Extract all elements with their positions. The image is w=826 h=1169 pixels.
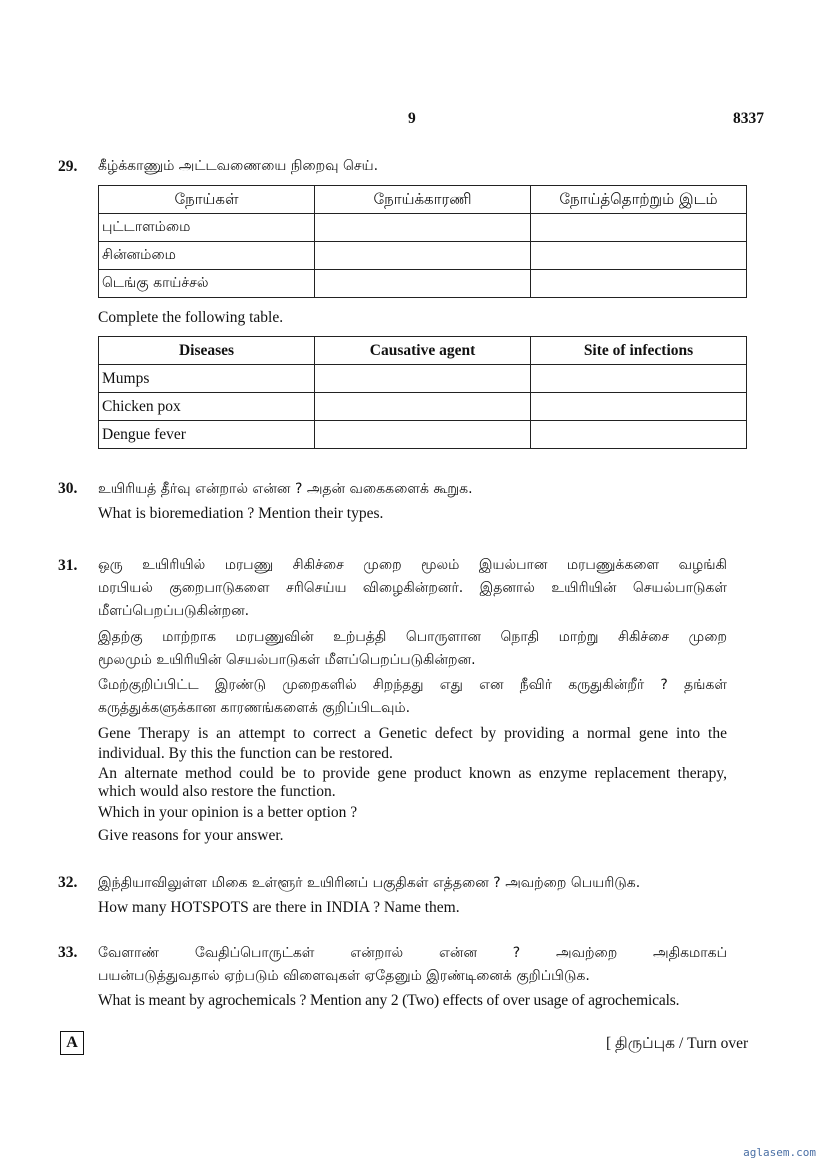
question-number-29: 29.	[58, 158, 78, 175]
blank-cell	[315, 393, 531, 421]
blank-cell	[531, 393, 747, 421]
disease-cell: Chicken pox	[99, 393, 315, 421]
blank-cell	[315, 365, 531, 393]
q33-tamil-line: பயன்படுத்துவதால் ஏற்படும் விளைவுகள் ஏதேனும் இரண்டினைக் குறிப்பிடுக.	[98, 968, 590, 984]
table-row	[99, 214, 747, 242]
q31-english-line: Give reasons for your answer.	[98, 827, 284, 844]
table-header-row	[99, 186, 747, 214]
q32-english: How many HOTSPOTS are there in INDIA ? Name them.	[98, 899, 460, 916]
q31-tamil-line: ஒரு உயிரியில் மரபணு சிகிச்சை முறை மூலம் இயல்பான மரபணுக்களை வழங்கி	[98, 557, 727, 573]
turn-over-note: [ திருப்புக / Turn over	[606, 1035, 749, 1052]
q30-english: What is bioremediation ? Mention their types.	[98, 505, 384, 522]
q33-english: What is meant by agrochemicals ? Mention any 2 (Two) effects of over usage of agrochemicals.	[98, 992, 680, 1009]
table-header-row	[99, 337, 747, 365]
q31-tamil-line: மேற்குறிப்பிட்ட இரண்டு முறைகளில் சிறந்தது எது என நீவிர் கருதுகின்றீர் ? தங்கள்	[98, 677, 727, 693]
q31-tamil-line: இதற்கு மாற்றாக மரபணுவின் உற்பத்தி பொருளான நொதி மாற்று சிகிச்சை முறை	[98, 629, 727, 645]
q31-english-line: Gene Therapy is an attempt to correct a Genetic defect by providing a normal gene into the	[98, 725, 727, 742]
blank-cell	[315, 214, 531, 242]
q31-tamil-line: மூலமும் உயிரியின் செயல்பாடுகள் மீளப்பெறப்படுகின்றன.	[98, 652, 476, 668]
q29-english-table	[98, 336, 747, 449]
table-row	[99, 242, 747, 270]
site-watermark[interactable]: aglasem.com	[743, 1146, 816, 1159]
q32-tamil: இந்தியாவிலுள்ள மிகை உள்ளூர் உயிரினப் பகுதிகள் எத்தனை ? அவற்றை பெயரிடுக.	[98, 875, 641, 891]
table-header-cell: நோய்க்காரணி	[315, 186, 531, 214]
disease-cell: சின்னம்மை	[99, 242, 315, 270]
q33-tamil-line: வேளாண் வேதிப்பொருட்கள் என்றால் என்ன ? அவற்றை அதிகமாகப்	[98, 945, 727, 961]
disease-cell: டெங்கு காய்ச்சல்	[99, 270, 315, 298]
q31-tamil-line: மரபியல் குறைபாடுகளை சரிசெய்ய விழைகின்றனர். இதனால் உயிரியின் செயல்பாடுகள்	[98, 580, 727, 596]
q31-tamil-line: கருத்துக்களுக்கான காரணங்களைக் குறிப்பிடவும்.	[98, 700, 411, 716]
question-number-31: 31.	[58, 557, 78, 574]
q29-tamil-table	[98, 185, 747, 298]
disease-cell: Dengue fever	[99, 421, 315, 449]
question-number-32: 32.	[58, 874, 78, 891]
table-row	[99, 365, 747, 393]
blank-cell	[531, 214, 747, 242]
table-header-cell: Causative agent	[315, 337, 531, 365]
blank-cell	[531, 242, 747, 270]
series-code-box: A	[60, 1031, 84, 1055]
q29-english-prompt: Complete the following table.	[98, 309, 284, 326]
page-number: 9	[408, 110, 416, 127]
question-number-33: 33.	[58, 944, 78, 961]
table-header-cell: Diseases	[99, 337, 315, 365]
q31-english-line: An alternate method could be to provide gene product known as enzyme replacement therapy,	[98, 765, 727, 782]
paper-code: 8337	[733, 110, 764, 127]
q30-tamil: உயிரியத் தீர்வு என்றால் என்ன ? அதன் வகைகளைக் கூறுக.	[98, 481, 473, 497]
blank-cell	[531, 270, 747, 298]
blank-cell	[315, 270, 531, 298]
table-row	[99, 421, 747, 449]
blank-cell	[315, 242, 531, 270]
q31-tamil-line: மீளப்பெறப்படுகின்றன.	[98, 603, 250, 619]
q31-english-line: which would also restore the function.	[98, 783, 336, 800]
disease-cell: புட்டாளம்மை	[99, 214, 315, 242]
blank-cell	[315, 421, 531, 449]
q31-english-line: individual. By this the function can be restored.	[98, 745, 393, 762]
blank-cell	[531, 365, 747, 393]
table-row	[99, 270, 747, 298]
table-row	[99, 393, 747, 421]
table-header-cell: Site of infections	[531, 337, 747, 365]
blank-cell	[531, 421, 747, 449]
table-header-cell: நோய்த்தொற்றும் இடம்	[531, 186, 747, 214]
q29-tamil-prompt: கீழ்க்காணும் அட்டவணையை நிறைவு செய்.	[98, 158, 379, 174]
question-number-30: 30.	[58, 480, 78, 497]
table-header-cell: நோய்கள்	[99, 186, 315, 214]
q31-english-line: Which in your opinion is a better option ?	[98, 804, 358, 821]
disease-cell: Mumps	[99, 365, 315, 393]
